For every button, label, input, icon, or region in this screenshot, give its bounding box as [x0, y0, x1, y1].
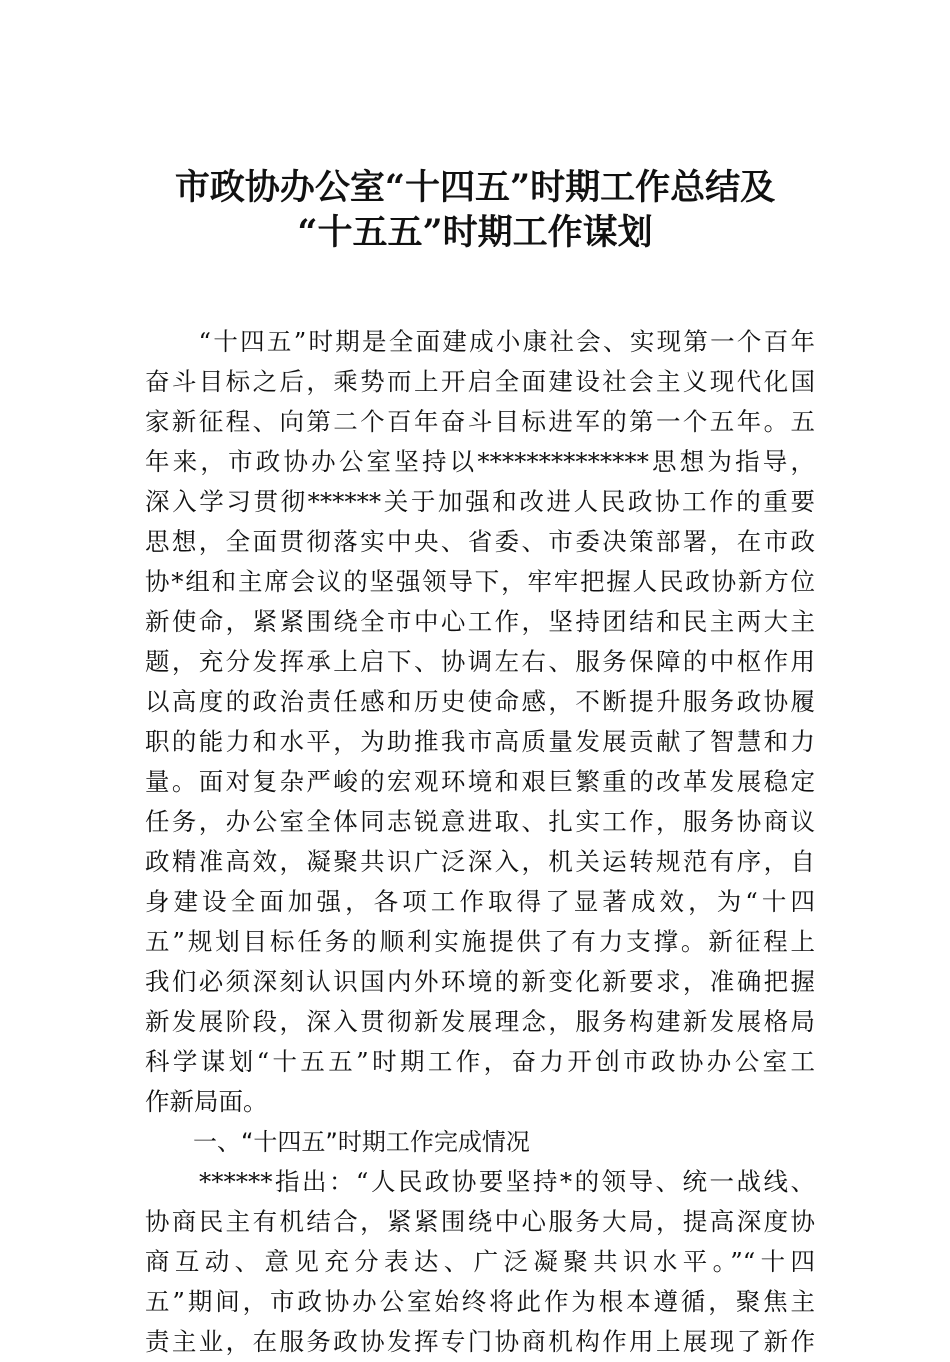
paragraph-line: 身建设全面加强，各项工作取得了显著成效，为“十四	[145, 887, 815, 916]
paragraph-line: 五”期间，市政协办公室始终将此作为根本遵循，聚焦主	[145, 1287, 815, 1316]
paragraph-line: 新使命，紧紧围绕全市中心工作，坚持团结和民主两大主	[145, 607, 815, 636]
paragraph-line: 任务，办公室全体同志锐意进取、扎实工作，服务协商议	[145, 807, 815, 836]
paragraph-2	[145, 1162, 815, 1362]
paragraph-line: “十四五”时期是全面建成小康社会、实现第一个百年	[145, 327, 815, 356]
paragraph-line: 职的能力和水平，为助推我市高质量发展贡献了智慧和力	[145, 727, 815, 756]
paragraph-line: 以高度的政治责任感和历史使命感，不断提升服务政协履	[145, 687, 815, 716]
paragraph-line: 协商民主有机结合，紧紧围绕中心服务大局，提高深度协	[145, 1207, 815, 1236]
paragraph-line: 新发展阶段，深入贯彻新发展理念，服务构建新发展格局	[145, 1007, 815, 1036]
paragraph-line: 协*组和主席会议的坚强领导下，牢牢把握人民政协新方位	[145, 567, 815, 596]
paragraph-line: ******指出：“人民政协要坚持*的领导、统一战线、	[145, 1167, 815, 1196]
paragraph-line: 作新局面。	[145, 1087, 268, 1116]
paragraph-line: 政精准高效，凝聚共识广泛深入，机关运转规范有序，自	[145, 847, 815, 876]
paragraph-line: 商互动、意见充分表达、广泛凝聚共识水平。”“十四	[145, 1247, 815, 1276]
paragraph-line: 思想，全面贯彻落实中央、省委、市委决策部署，在市政	[145, 527, 815, 556]
paragraph-line: 题，充分发挥承上启下、协调左右、服务保障的中枢作用	[145, 647, 815, 676]
paragraph-line: 我们必须深刻认识国内外环境的新变化新要求，准确把握	[145, 967, 815, 996]
paragraph-line: 深入学习贯彻******关于加强和改进人民政协工作的重要	[145, 487, 815, 516]
paragraph-line: 科学谋划“十五五”时期工作，奋力开创市政协办公室工	[145, 1047, 815, 1076]
paragraph-line: 奋斗目标之后，乘势而上开启全面建设社会主义现代化国	[145, 367, 815, 396]
document-title-line-1: 市政协办公室“十四五”时期工作总结及	[174, 167, 776, 208]
paragraph-line: 年来，市政协办公室坚持以**************思想为指导，	[145, 447, 815, 476]
paragraph-1	[145, 322, 815, 1122]
section-heading-1: 一、“十四五”时期工作完成情况	[145, 1128, 530, 1156]
paragraph-line: 责主业，在服务政协发挥专门协商机构作用上展现了新作	[145, 1327, 815, 1356]
paragraph-line: 五”规划目标任务的顺利实施提供了有力支撑。新征程上	[145, 927, 815, 956]
paragraph-line: 家新征程、向第二个百年奋斗目标进军的第一个五年。五	[145, 407, 815, 436]
paragraph-line: 量。面对复杂严峻的宏观环境和艰巨繁重的改革发展稳定	[145, 767, 815, 796]
document-title-line-2: “十五五”时期工作谋划	[297, 212, 653, 253]
document-body	[145, 322, 815, 1362]
